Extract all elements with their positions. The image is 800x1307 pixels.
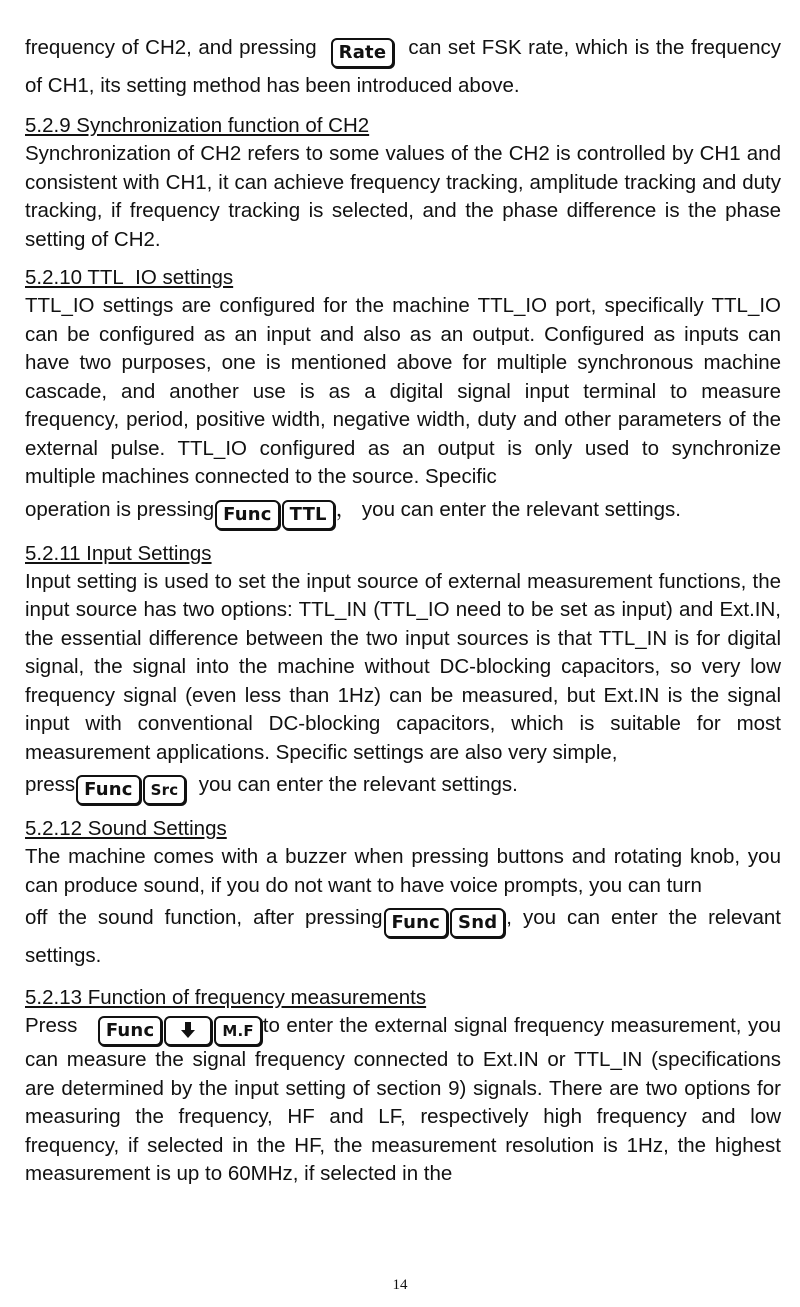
section-input-body: Input setting is used to set the input source of external measurement functions, the input source has two options: TTL_IN (TTL_IO need to be set as input) and Ext.IN, the essential difference between the two input sources is that TTL_IN is for digital signal, the signal into the machine without DC-blocking capacitors, so very low frequency signal (even less than 1Hz) can be measured, but Ext.IN is the signal input with conventional DC-blocking capacitors, which is suitable for most measurement applications. Specific settings are also very simple, [25, 569, 781, 764]
section-ttl-body: TTL_IO settings are configured for the machine TTL_IO port, specifically TTL_IO can be configured as an input and also as an output. Configured as inputs can have two purposes, one is mentioned above for multiple synchronous machine cascade, and another use is as a digital signal input terminal to measure frequency, period, positive width, negative width, duty and other parameters of the external pulse. TTL_IO configured as an output is only used to synchronize multiple machines connected to the source. Specific [25, 294, 781, 488]
section-sound [25, 815, 781, 974]
intro-text-before: frequency of CH2, and pressing [25, 36, 317, 59]
mf-key: M.F [214, 1016, 261, 1046]
func-key: Func [98, 1016, 163, 1046]
section-freq [25, 984, 781, 1189]
section-ttl [25, 264, 781, 530]
section-sync [25, 112, 781, 254]
freq-op-before: Press [25, 1014, 78, 1037]
func-key: Func [215, 500, 280, 530]
intro-text-after: can set FSK rate, which is the frequency of CH1, its setting method has been introduced above. [25, 36, 781, 97]
input-op-before: press [25, 773, 76, 796]
section-ttl-heading: 5.2.10 TTL_IO settings [25, 266, 234, 289]
page-number: 14 [392, 1277, 408, 1293]
src-key: Src [143, 775, 187, 805]
sound-op-before: off the sound function, after pressing [25, 906, 383, 929]
section-freq-body [25, 1012, 781, 1189]
func-key: Func [384, 908, 449, 938]
section-sync-heading: 5.2.9 Synchronization function of CH2 [25, 114, 370, 137]
section-sound-operation [25, 900, 781, 974]
down-arrow-icon [180, 1021, 196, 1039]
ttl-op-before: operation is pressing [25, 497, 215, 521]
intro-paragraph [25, 30, 781, 104]
snd-key: Snd [450, 908, 505, 938]
section-sound-heading: 5.2.12 Sound Settings [25, 817, 227, 840]
section-input-operation [25, 767, 781, 805]
ttl-op-after: ， you can enter the relevant settings. [335, 497, 681, 521]
section-sound-body: The machine comes with a buzzer when pressing buttons and rotating knob, you can produce sound, if you do not want to have voice prompts, you can turn [25, 845, 781, 897]
ttl-key: TTL [282, 500, 335, 530]
manual-page [25, 30, 781, 1199]
section-ttl-operation [25, 492, 781, 530]
section-freq-heading: 5.2.13 Function of frequency measurements [25, 986, 427, 1009]
sound-op-after: , you can enter the relevant settings. [25, 906, 781, 967]
section-sync-body: Synchronization of CH2 refers to some values of the CH2 is controlled by CH1 and consistent with CH1, it can achieve frequency tracking, amplitude tracking and duty tracking, if frequency tracking is selected, and the phase difference is the phase setting of CH2. [25, 142, 781, 251]
input-op-after: you can enter the relevant settings. [198, 773, 518, 796]
section-input [25, 540, 781, 806]
section-input-heading: 5.2.11 Input Settings [25, 541, 212, 565]
rate-key: Rate [331, 38, 395, 68]
func-key: Func [76, 775, 141, 805]
down-arrow-key [164, 1016, 212, 1046]
freq-op-after: to enter the external signal frequency measurement, you can measure the signal frequency connected to Ext.IN or TTL_IN (specifications are determined by the input setting of section 9) signals. There are two options for measuring the frequency, HF and LF, respectively high frequency and low frequency, if selected in the HF, the measurement resolution is 1Hz, the highest measurement is up to 60MHz, if selected in the [25, 1014, 781, 1185]
